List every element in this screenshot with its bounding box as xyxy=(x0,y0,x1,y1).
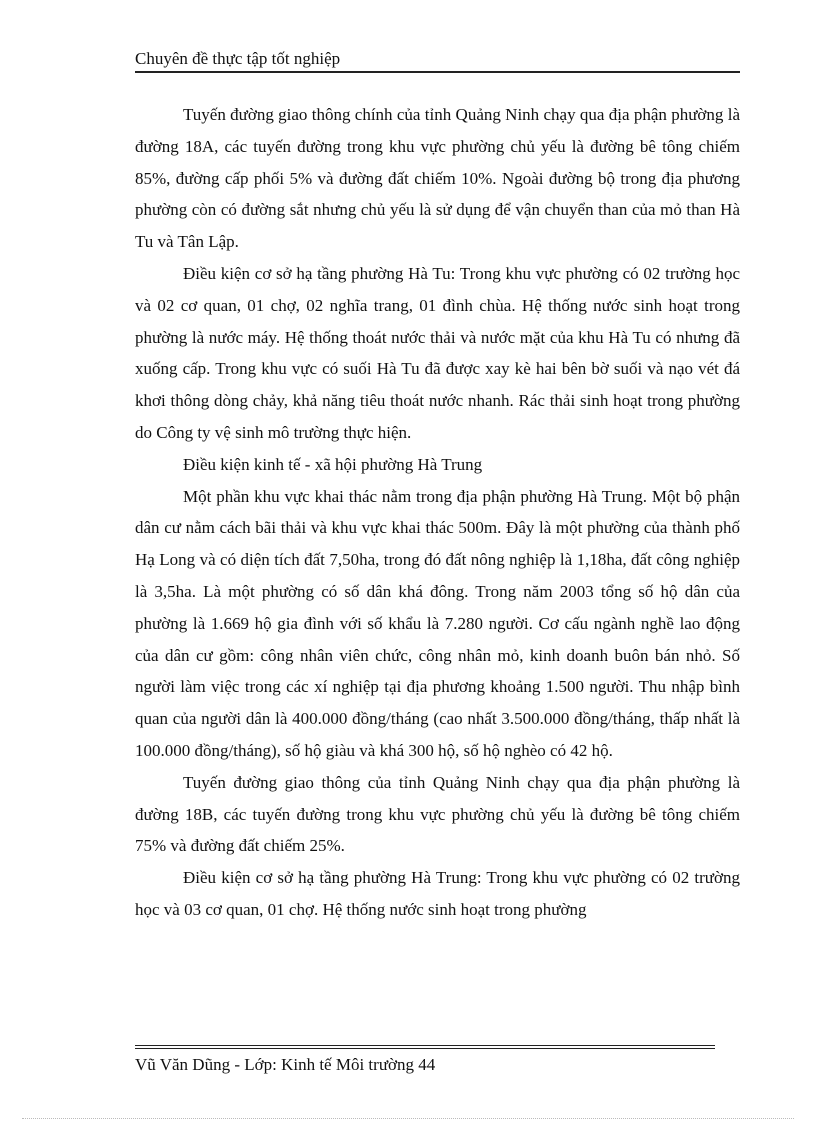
footer-divider xyxy=(135,1045,715,1049)
paragraph-road-ha-trung: Tuyến đường giao thông của tỉnh Quảng Ninh chạy qua địa phận phường là đường 18B, các tuyến đường trong khu vực phường chủ yếu là đường bê tông chiếm 75% và đường đất chiếm 25%. xyxy=(135,772,740,856)
paragraph-socioeconomic-ha-trung: Một phần khu vực khai thác nằm trong địa phận phường Hà Trung. Một bộ phận dân cư nằm cách bãi thải và khu vực khai thác 500m. Đây là một phường của thành phố Hạ Long và có diện tích đất 7,50ha, trong đó đất nông nghiệp là 1,18ha, đất công nghiệp là 3,5ha. Là một phường có số dân khá đông. Trong năm 2003 tổng số hộ dân của phường là 1.669 hộ gia đình với số khẩu là 7.280 người. Cơ cấu ngành nghề lao động của dân cư gồm: công nhân viên chức, công nhân mỏ, kinh doanh buôn bán nhỏ. Số người làm việc trong các xí nghiệp tại địa phương khoảng 1.500 người. Thu nhập bình quan của người dân là 400.000 đồng/tháng (cao nhất 3.500.000 đồng/tháng, thấp nhất là 100.000 đồng/tháng), số hộ giàu và khá 300 hộ, số hộ nghèo có 42 hộ. xyxy=(135,486,740,760)
header-title: Chuyên đề thực tập tốt nghiệp xyxy=(135,49,341,68)
paragraph-road-ha-tu: Tuyến đường giao thông chính của tỉnh Quảng Ninh chạy qua địa phận phường là đường 18A, các tuyến đường trong khu vực phường chủ yếu là đường bê tông chiếm 85%, đường cấp phối 5% và đường đất chiếm 10%. Ngoài đường bộ trong địa phương phường còn có đường sắt nhưng chủ yếu là sử dụng để vận chuyển than của mỏ than Hà Tu và Tân Lập. xyxy=(135,105,740,252)
paragraph-infrastructure-ha-trung: Điều kiện cơ sở hạ tầng phường Hà Trung: Trong khu vực phường có 02 trường học và 03 cơ quan, 01 chợ. Hệ thống nước sinh hoạt trong phường xyxy=(135,868,740,919)
paragraph-infrastructure-ha-tu: Điều kiện cơ sở hạ tầng phường Hà Tu: Trong khu vực phường có 02 trường học và 02 cơ quan, 01 chợ, 02 nghĩa trang, 01 đình chùa. Hệ thống nước sinh hoạt trong phường là nước máy. Hệ thống thoát nước thải và nước mặt của khu Hà Tu có nhưng đã xuống cấp. Trong khu vực có suối Hà Tu đã được xay kè hai bên bờ suối và nạo vét đá khơi thông dòng chảy, khả năng tiêu thoát nước nhanh. Rác thải sinh hoạt trong phường do Công ty vệ sinh mô trường thực hiện. xyxy=(135,263,740,442)
page-edge-divider xyxy=(22,1118,794,1119)
page-footer xyxy=(135,1054,435,1076)
footer-author: Vũ Văn Dũng - Lớp: Kinh tế Môi trường 44 xyxy=(135,1055,436,1074)
page-header xyxy=(135,48,740,73)
paragraph-heading-ha-trung: Điều kiện kinh tế - xã hội phường Hà Trung xyxy=(183,454,483,474)
document-body xyxy=(135,99,740,926)
